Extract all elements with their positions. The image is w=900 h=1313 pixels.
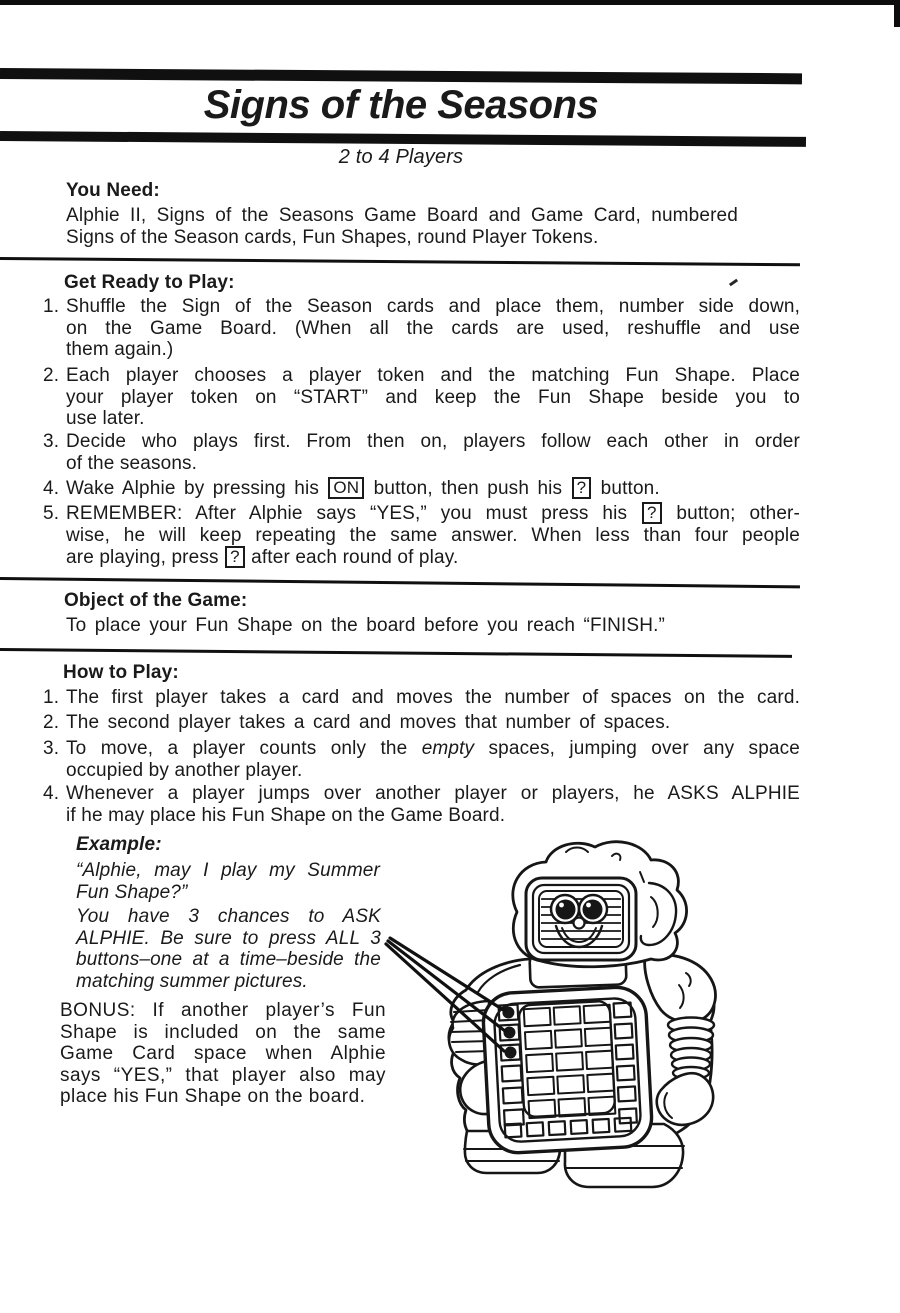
item-number: 5. <box>43 503 60 524</box>
robot-button-panel <box>482 986 653 1154</box>
object-text <box>66 615 778 637</box>
example-quote <box>76 860 380 903</box>
get-ready-heading: Get Ready to Play: <box>64 272 235 293</box>
section-divider <box>0 257 800 266</box>
text-line: To place your Fun Shape on the board before you reach “FINISH.” <box>66 615 666 636</box>
you-need-text <box>66 205 738 248</box>
text-line: The second player takes a card and moves that number of spaces. <box>66 712 671 733</box>
item-number: 1. <box>43 296 60 317</box>
text-line: You have 3 chances to ASK <box>76 906 381 927</box>
list-item <box>43 296 800 361</box>
example-heading: Example: <box>76 834 162 855</box>
list-item <box>43 712 800 734</box>
text-line: To move, a player counts only the empty spaces, jumping over any space <box>66 738 801 759</box>
text-line: Decide who plays first. From then on, players follow each other in order <box>66 431 800 452</box>
players-subtitle: 2 to 4 Players <box>338 146 464 168</box>
text-line: if he may place his Fun Shape on the Game Board. <box>66 804 506 826</box>
text-line: Signs of the Season cards, Fun Shapes, round Player Tokens. <box>66 226 599 248</box>
question-button-key: ? <box>572 477 592 499</box>
list-item <box>43 783 800 826</box>
object-heading: Object of the Game: <box>64 590 248 611</box>
question-button-key: ? <box>642 502 662 524</box>
item-text <box>66 687 800 709</box>
text-line: on the Game Board. (When all the cards are used, reshuffle and use <box>66 317 800 339</box>
text-line: matching summer pictures. <box>76 970 308 992</box>
text-line: Wake Alphie by pressing his ON button, then push his ? button. <box>66 478 660 499</box>
item-number: 2. <box>43 365 60 386</box>
item-number: 3. <box>43 431 60 452</box>
text-line: them again.) <box>66 339 174 361</box>
robot-nose <box>574 918 585 929</box>
title-rule-bottom <box>0 131 806 147</box>
list-item <box>43 478 800 500</box>
text-line: Fun Shape?” <box>76 881 188 903</box>
item-text <box>66 478 800 500</box>
item-number: 2. <box>43 712 60 733</box>
item-number: 4. <box>43 478 60 499</box>
alphie-robot-illustration <box>380 830 900 1210</box>
page-title: Signs of the Seasons <box>203 83 599 127</box>
text-line: place his Fun Shape on the board. <box>60 1086 366 1108</box>
on-button-key: ON <box>328 477 364 499</box>
text-line: are playing, press ? after each round of play. <box>66 546 459 568</box>
text-line: Shape is included on the same <box>60 1021 386 1043</box>
item-text <box>66 503 800 569</box>
text-line: REMEMBER: After Alphie says “YES,” you must press his ? button; other- <box>66 503 800 524</box>
item-text <box>66 712 800 734</box>
text-line: ALPHIE. Be sure to press ALL 3 <box>76 927 381 949</box>
you-need-heading: You Need: <box>66 180 160 201</box>
text-line: Alphie II, Signs of the Seasons Game Board and Game Card, numbered <box>66 205 738 226</box>
text-line: wise, he will keep repeating the same answer. When less than four people <box>66 525 800 546</box>
text-line: occupied by another player. <box>66 759 303 781</box>
text-line: use later. <box>66 408 145 430</box>
bonus-paragraph <box>60 1000 386 1108</box>
text-line: your player token on “START” and keep the Fun Shape beside you to <box>66 386 800 408</box>
list-item <box>43 503 800 569</box>
scan-edge-top <box>0 0 900 5</box>
item-text <box>66 431 800 474</box>
item-number: 4. <box>43 783 60 804</box>
scan-corner-mark <box>894 0 900 27</box>
stray-tick-mark <box>729 279 738 287</box>
item-text <box>66 296 800 361</box>
text-line: Shuffle the Sign of the Season cards and place them, number side down, <box>66 296 800 317</box>
text-line: Each player chooses a player token and the matching Fun Shape. Place <box>66 365 800 386</box>
question-button-key: ? <box>225 546 245 568</box>
text-line: “Alphie, may I play my Summer <box>76 860 380 881</box>
text-line: buttons–one at a time–beside the <box>76 949 381 971</box>
item-number: 1. <box>43 687 60 708</box>
text-line: BONUS: If another player’s Fun <box>60 1000 386 1021</box>
section-divider <box>0 577 800 588</box>
example-note <box>76 906 381 992</box>
item-text <box>66 738 800 781</box>
how-to-play-heading: How to Play: <box>63 662 179 683</box>
text-line: Whenever a player jumps over another player or players, he ASKS ALPHIE <box>66 783 800 804</box>
list-item <box>43 687 800 709</box>
item-text <box>66 783 800 826</box>
list-item <box>43 365 800 430</box>
list-item <box>43 738 800 781</box>
text-line: The first player takes a card and moves the number of spaces on the card. <box>66 687 800 708</box>
section-divider <box>0 648 792 658</box>
list-item <box>43 431 800 474</box>
text-line: of the seasons. <box>66 452 198 474</box>
text-line: Game Card space when Alphie <box>60 1043 386 1065</box>
robot-head <box>513 842 687 967</box>
item-text <box>66 365 800 430</box>
text-line: says “YES,” that player also may <box>60 1064 386 1086</box>
item-number: 3. <box>43 738 60 759</box>
